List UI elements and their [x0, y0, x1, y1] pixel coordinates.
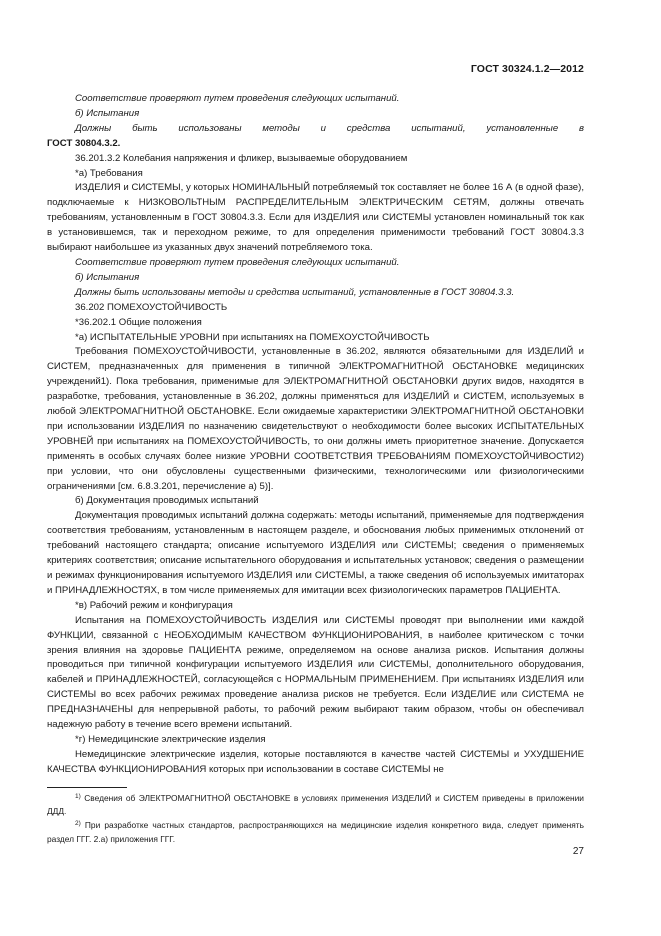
footnote-2-text: При разработке частных стандартов, распространяющихся на медицинские изделия конкретного вида, следует применять раздел ГГГ. 2.а) приложения ГГГ.	[47, 820, 585, 844]
subclause-requirements: *а) Требования	[75, 167, 143, 179]
paragraph-methods-1-text: Должны быть использованы методы и средства испытаний, установленные в	[75, 122, 584, 134]
clause-36-202: 36.202 ПОМЕХОУСТОЙЧИВОСТЬ	[75, 301, 228, 313]
standard-reference: ГОСТ 30804.3.2.	[47, 137, 121, 149]
clause-36-201-3-2: 36.201.3.2 Колебания напряжения и фликер, вызываемые оборудованием	[75, 152, 408, 164]
footnote-2-mark: 2)	[75, 820, 81, 828]
footnotes	[47, 792, 584, 847]
subclause-operating-mode: *в) Рабочий режим и конфигурация	[75, 599, 233, 611]
clause-36-202-1: *36.202.1 Общие положения	[75, 316, 202, 328]
main-text	[47, 92, 584, 778]
paragraph-methods-1-ref	[47, 137, 584, 152]
subclause-test-levels: *а) ИСПЫТАТЕЛЬНЫЕ УРОВНИ при испытаниях на ПОМЕХОУСТОЙЧИВОСТЬ	[75, 331, 430, 343]
paragraph-methods-2: Должны быть использованы методы и средства испытаний, установленные в ГОСТ 30804.3.3.	[75, 286, 515, 298]
paragraph-tests-1: б) Испытания	[75, 107, 140, 119]
paragraph-documentation: Документация проводимых испытаний должна содержать: методы испытаний, применяемые для подтверждения соответствия требованиям, установленным в настоящем разделе, и обоснования любых применимых отклонений от требований настоящего стандарта; описание испытуемого ИЗДЕЛИЯ или СИСТЕМЫ; сведения о применяемых критериях соответствия; описание испытательного оборудования и испытательных установок; сведения о размещении и режимах функционирования испытуемого ИЗДЕЛИЯ или СИСТЕМЫ, а также сведения об используемых имитаторах и ПРИНАДЛЕЖНОСТЯХ, в том числе применяемых для имитации всех физиологических параметров ПАЦИЕНТА.	[47, 510, 584, 596]
document-number-header: ГОСТ 30324.1.2—2012	[470, 63, 584, 75]
subclause-documentation: б) Документация проводимых испытаний	[75, 495, 259, 507]
paragraph-compliance-1: Соответствие проверяют путем проведения следующих испытаний.	[75, 93, 400, 104]
footnote-divider	[47, 787, 127, 788]
paragraph-non-medical: Немедицинские электрические изделия, которые поставляются в качестве частей СИСТЕМЫ и УХУДШЕНИЕ КАЧЕСТВА ФУНКЦИОНИРОВАНИЯ которых при использовании в составе СИСТЕМЫ не	[47, 748, 584, 775]
paragraph-operating-mode: Испытания на ПОМЕХОУСТОЙЧИВОСТЬ ИЗДЕЛИЯ или СИСТЕМЫ проводят при выполнении ими каждой ФУНКЦИИ, связанной с НЕОБХОДИМЫМ КАЧЕСТВОМ ФУНКЦИОНИРОВАНИЯ, в наиболее критическом с точки зрения влияния на здоровье ПАЦИЕНТА режиме, определяемом на основе анализа рисков. Испытания должны проводиться при типичной конфигурации испытуемого ИЗДЕЛИЯ или СИСТЕМЫ, дополнительного оборудования, кабелей и ПРИНАДЛЕЖНОСТЕЙ, согласующейся с НОРМАЛЬНЫМ ПРИМЕНЕНИЕМ. При испытаниях ИЗДЕЛИЯ или СИСТЕМЫ во всех рабочих режимах проведение анализа рисков не требуется. Если ИЗДЕЛИЕ или СИСТЕМА не ПРЕДНАЗНАЧЕНЫ для непрерывной работы, то рабочий режим выбирают таким образом, чтобы он обеспечивал надежную работу в течение всего времени испытаний.	[47, 614, 584, 731]
footnote-1	[47, 792, 584, 818]
footnote-2	[47, 819, 584, 845]
page-number: 27	[572, 846, 584, 857]
paragraph-tests-2: б) Испытания	[75, 271, 140, 283]
paragraph-current-requirements: ИЗДЕЛИЯ и СИСТЕМЫ, у которых НОМИНАЛЬНЫЙ потребляемый ток составляет не более 16 А (в одной фазе), подключаемые к НИЗКОВОЛЬТНЫМ РАСПРЕДЕЛИТЕЛЬНЫМ ЭЛЕКТРИЧЕСКИМ СЕТЯМ, должны отвечать требованиям, установленным в ГОСТ 30804.3.3. Если для ИЗДЕЛИЯ или СИСТЕМЫ установлен номинальный ток как в установившемся, так и переходном режиме, то для определения применимости требований ГОСТ 30804.3.3 выбирают наибольшее из указанных двух значений потребляемого тока.	[47, 182, 584, 254]
footnote-1-mark: 1)	[75, 793, 81, 800]
subclause-non-medical: *г) Немедицинские электрические изделия	[75, 733, 266, 745]
paragraph-immunity-requirements: Требования ПОМЕХОУСТОЙЧИВОСТИ, установленные в 36.202, являются обязательными для ИЗДЕЛИЙ и СИСТЕМ, предназначенных для применения в типичной ЭЛЕКТРОМАГНИТНОЙ ОБСТАНОВКЕ медицинских учреждений1). Пока требования, применимые для ЭЛЕКТРОМАГНИТНОЙ ОБСТАНОВКИ других видов, находятся в разработке, требования, установленные в 36.202, должны применяться для ИЗДЕЛИЙ и СИСТЕМ, используемых в любой ЭЛЕКТРОМАГНИТНОЙ ОБСТАНОВКЕ. Если ожидаемые характеристики ЭЛЕКТРОМАГНИТНОЙ ОБСТАНОВКИ при использовании ИЗДЕЛИЯ по назначению свидетельствуют о необходимости более высоких ИСПЫТАТЕЛЬНЫХ УРОВНЕЙ при испытаниях на ПОМЕХОУСТОЙЧИВОСТЬ, то они должны иметь приоритетное значение. Допускается применять в особых случаях более низкие УРОВНИ СООТВЕТСТВИЯ ТРЕБОВАНИЯМ ПОМЕХОУСТОЙЧИВОСТИ2) при условии, что они обусловлены существенными физическими, технологическими или физиологическими ограничениями [см. 6.8.3.201, перечисление а) 5)].	[47, 346, 584, 492]
footnote-1-text: Сведения об ЭЛЕКТРОМАГНИТНОЙ ОБСТАНОВКЕ в условиях применения ИЗДЕЛИЙ и СИСТЕМ приведены в приложении ДДД.	[47, 793, 584, 817]
paragraph-methods-1	[47, 122, 584, 137]
paragraph-compliance-2: Соответствие проверяют путем проведения следующих испытаний.	[75, 256, 400, 268]
